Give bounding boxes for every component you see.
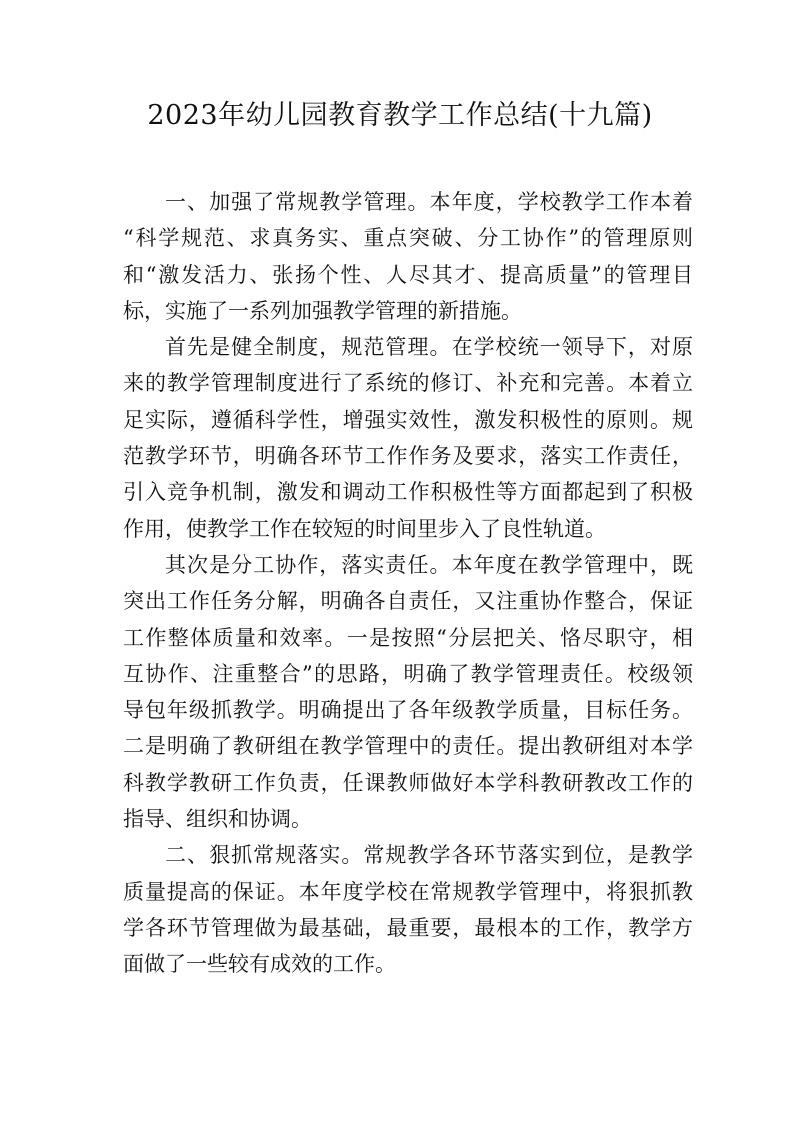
document-body [123, 184, 693, 983]
text-line: 一、加强了常规教学管理。本年度，学校教学工作本着 [165, 190, 693, 214]
text-line: 标，实施了一系列加强教学管理的新措施。 [123, 298, 522, 323]
text-line: 学各环节管理做为最基础，最重要，最根本的工作，教学方 [123, 915, 693, 940]
text-line: 互协作、注重整合”的思路，明确了教学管理责任。校级领 [123, 661, 693, 686]
paragraph-2 [123, 329, 693, 547]
text-line: 和“激发活力、张扬个性、人尽其才、提高质量”的管理目 [123, 262, 693, 287]
text-line: “科学规范、求真务实、重点突破、分工协作”的管理原则 [123, 226, 693, 251]
paragraph-3 [123, 547, 693, 837]
text-line: 引入竞争机制，激发和调动工作积极性等方面都起到了积极 [123, 480, 693, 505]
text-line: 来的教学管理制度进行了系统的修订、补充和完善。本着立 [123, 371, 693, 396]
document-title: 2023年幼儿园教育教学工作总结(十九篇) [147, 100, 653, 131]
text-line: 指导、组织和协调。 [123, 807, 312, 832]
text-line: 面做了一些较有成效的工作。 [123, 952, 396, 977]
text-line: 作用，使教学工作在较短的时间里步入了良性轨道。 [123, 516, 606, 541]
text-line: 二是明确了教研组在教学管理中的责任。提出教研组对本学 [123, 734, 693, 759]
text-line: 二、狠抓常规落实。常规教学各环节落实到位，是教学 [165, 843, 693, 868]
paragraph-4 [123, 837, 693, 982]
text-line: 质量提高的保证。本年度学校在常规教学管理中，将狠抓教 [123, 879, 693, 904]
text-line: 科教学教研工作负责，任课教师做好本学科教研教改工作的 [123, 770, 693, 795]
paragraph-1 [123, 184, 693, 329]
text-line: 范教学环节，明确各环节工作作务及要求，落实工作责任， [123, 444, 693, 469]
text-line: 突出工作任务分解，明确各自责任，又注重协作整合，保证 [123, 589, 693, 614]
text-line: 足实际，遵循科学性，增强实效性，激发积极性的原则。规 [123, 407, 693, 432]
text-line: 首先是健全制度，规范管理。在学校统一领导下，对原 [165, 335, 693, 360]
text-line: 导包年级抓教学。明确提出了各年级教学质量，目标任务。 [123, 698, 693, 723]
text-line: 其次是分工协作，落实责任。本年度在教学管理中，既 [165, 552, 693, 577]
text-line: 工作整体质量和效率。一是按照“分层把关、恪尽职守，相 [123, 625, 693, 650]
